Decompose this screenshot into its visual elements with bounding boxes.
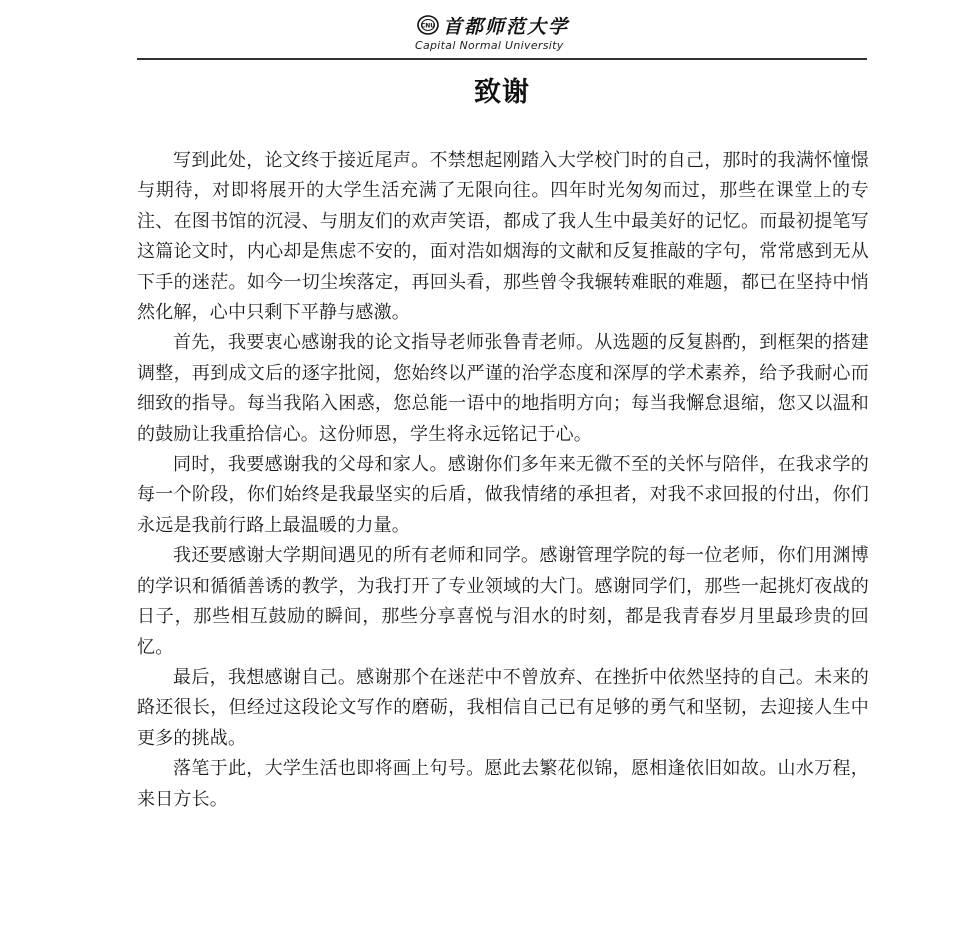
paragraph-2: 首先，我要衷心感谢我的论文指导老师张鲁青老师。从选题的反复斟酌，到框架的搭建调整，再到成文后的逐字批阅，您始终以严谨的治学态度和深厚的学术素养，给予我耐心而细致的指导。每当我陷入困惑，您总能一语中的地指明方向；每当我懈怠退缩，您又以温和的鼓励让我重拾信心。这份师恩，学生将永远铭记于心。: [137, 332, 869, 445]
logo-english-name: Capital Normal University: [415, 39, 564, 52]
university-logo: [413, 10, 593, 56]
paragraph-6: 落笔于此，大学生活也即将画上句号。愿此去繁花似锦，愿相逢依旧如故。山水万程，来日方长。: [137, 758, 869, 810]
paragraph-5: 最后，我想感谢自己。感谢那个在迷茫中不曾放弃、在挫折中依然坚持的自己。未来的路还很长，但经过这段论文写作的磨砺，我相信自己已有足够的勇气和坚韧，去迎接人生中更多的挑战。: [137, 666, 869, 749]
paragraph-1: 写到此处，论文终于接近尾声。不禁想起刚踏入大学校门时的自己，那时的我满怀憧憬与期待，对即将展开的大学生活充满了无限向往。四年时光匆匆而过，那些在课堂上的专注、在图书馆的沉浸、与朋友们的欢声笑语，都成了我人生中最美好的记忆。而最初提笔写这篇论文时，内心却是焦虑不安的，面对浩如烟海的文献和反复推敲的字句，常常感到无从下手的迷茫。如今一切尘埃落定，再回头看，那些曾令我辗转难眠的难题，都已在坚持中悄然化解，心中只剩下平静与感激。: [137, 150, 869, 324]
svg-text:CNU: CNU: [420, 22, 436, 30]
paragraph-4: 我还要感谢大学期间遇见的所有老师和同学。感谢管理学院的每一位老师，你们用渊博的学识和循循善诱的教学，为我打开了专业领域的大门。感谢同学们，那些一起挑灯夜战的日子，那些相互鼓励的瞬间，那些分享喜悦与泪水的时刻，都是我青春岁月里最珍贵的回忆。: [137, 545, 869, 658]
page-title: 致谢: [474, 77, 530, 108]
university-seal-icon: [417, 15, 439, 35]
paragraph-3: 同时，我要感谢我的父母和家人。感谢你们多年来无微不至的关怀与陪伴，在我求学的每一个阶段，你们始终是我最坚实的后盾，做我情绪的承担者，对我不求回报的付出，你们永远是我前行路上最温暖的力量。: [137, 454, 869, 536]
page-header: [137, 8, 867, 60]
logo-chinese-name: 首都师范大学: [443, 16, 570, 38]
acknowledgement-body: [137, 146, 869, 815]
